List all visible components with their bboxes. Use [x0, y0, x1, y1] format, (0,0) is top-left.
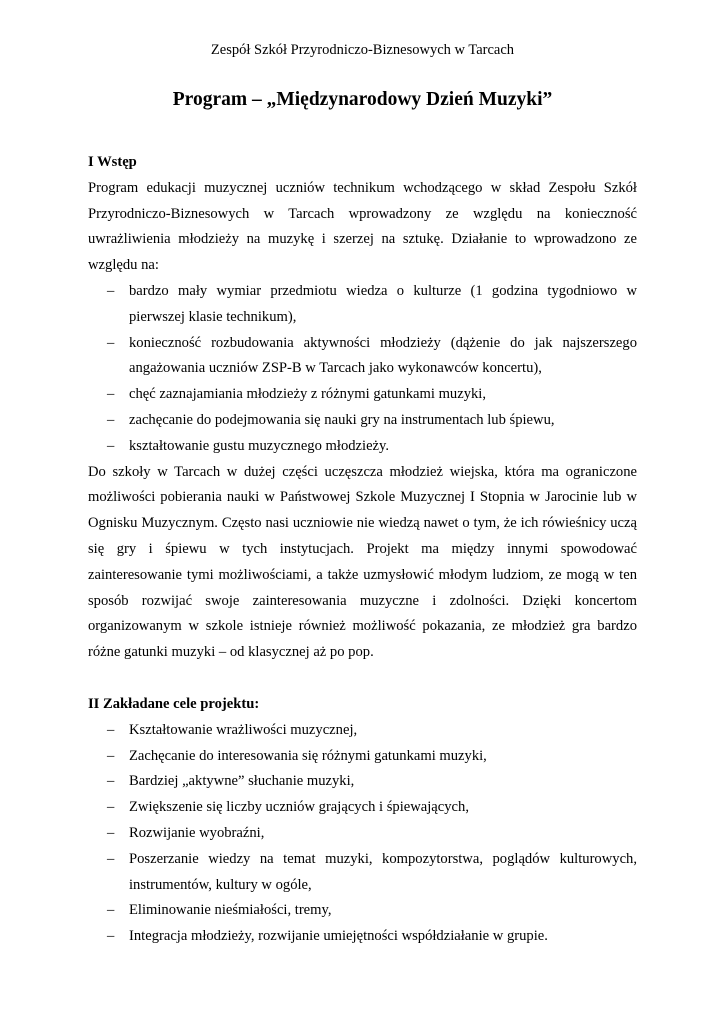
section-spacer — [88, 666, 637, 692]
dash-marker: – — [107, 928, 115, 945]
list-item: – Zwiększenie się liczby uczniów grających i śpiewających, — [88, 795, 637, 821]
dash-marker: – — [107, 824, 115, 841]
list-item: – zachęcanie do podejmowania się nauki gry na instrumentach lub śpiewu, — [88, 408, 637, 434]
closing-paragraph: Do szkoły w Tarcach w dużej części uczęszcza młodzież wiejska, która ma ograniczone możliwości pobierania nauki w Państwowej Szkole Muzycznej I Stopnia w Jarocinie lub w Ognisku Muzycznym. Często nasi uczniowie nie wiedzą nawet o tym, że ich rówieśnicy uczą się gry i śpiewu w tych instytucjach. Projekt ma między innymi spowodować zainteresowanie tymi możliwościami, a także uzmysłowić młodym ludziom, ze mogą w ten sposób rozwijać swoje zainteresowania muzyczne i zdolności. Dzięki koncertom organizowanym w szkole istnieje również możliwość pokazania, ze młodzież gra bardzo różne gatunki muzyki – od klasycznej aż po pop. — [88, 463, 637, 661]
list-item: – bardzo mały wymiar przedmiotu wiedza o kulturze (1 godzina tygodniowo w pierwszej klasie technikum), — [88, 279, 637, 331]
list-item: – chęć zaznajamiania młodzieży z różnymi gatunkami muzyki, — [88, 382, 637, 408]
section-heading-intro: I Wstęp — [88, 154, 137, 170]
dash-marker: – — [107, 334, 115, 351]
list-item: – Poszerzanie wiedzy na temat muzyki, kompozytorstwa, poglądów kulturowych, instrumentów, kultury w ogóle, — [88, 847, 637, 899]
list-item: – Eliminowanie nieśmiałości, tremy, — [88, 898, 637, 924]
dash-marker: – — [107, 411, 115, 428]
dash-marker: – — [107, 282, 115, 299]
page-title: Program – „Międzynarodowy Dzień Muzyki” — [172, 89, 553, 110]
list-item: – Kształtowanie wrażliwości muzycznej, — [88, 718, 637, 744]
dash-marker: – — [107, 721, 115, 738]
dash-marker: – — [107, 386, 115, 403]
list-item: – Bardziej „aktywne” słuchanie muzyki, — [88, 769, 637, 795]
list-item: – Rozwijanie wyobraźni, — [88, 821, 637, 847]
school-name-header: Zespół Szkół Przyrodniczo-Biznesowych w Tarcach — [210, 42, 515, 58]
intro-paragraph: Program edukacji muzycznej uczniów technikum wchodzącego w skład Zespołu Szkół Przyrodniczo-Biznesowych w Tarcach wprowadzony ze względu na konieczność uwrażliwienia młodzieży na muzykę i szerzej na sztukę. Działanie to wprowadzono ze względu na: — [88, 179, 637, 274]
goals-list — [88, 718, 637, 950]
dash-marker: – — [107, 902, 115, 919]
list-item: – Zachęcanie do interesowania się różnymi gatunkami muzyki, — [88, 744, 637, 770]
document-body — [88, 150, 637, 950]
list-item: – konieczność rozbudowania aktywności młodzieży (dążenie do jak najszerszego angażowania uczniów ZSP-B w Tarcach jako wykonawców koncertu), — [88, 331, 637, 383]
list-item: – Integracja młodzieży, rozwijanie umiejętności współdziałanie w grupie. — [88, 924, 637, 950]
dash-marker: – — [107, 747, 115, 764]
dash-marker: – — [107, 437, 115, 454]
dash-marker: – — [107, 773, 115, 790]
section-heading-goals: II Zakładane cele projektu: — [88, 695, 260, 712]
dash-marker: – — [107, 850, 115, 867]
dash-marker: – — [107, 799, 115, 816]
list-item: – kształtowanie gustu muzycznego młodzieży. — [88, 434, 637, 460]
reasons-list — [88, 279, 637, 460]
